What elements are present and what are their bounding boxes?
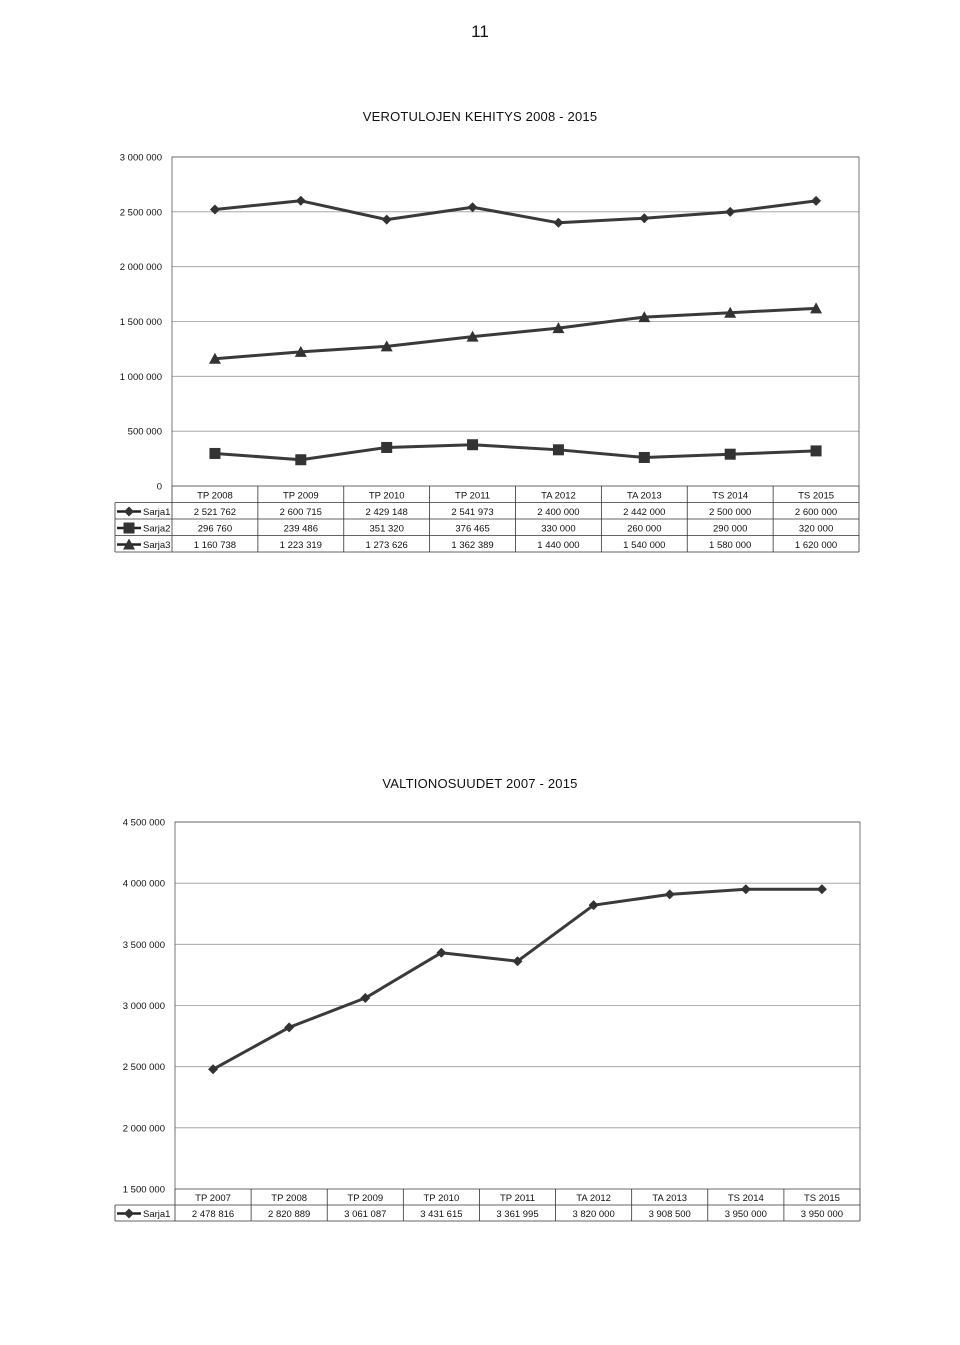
data-label: 320 000: [798, 523, 834, 535]
legend-label-sarja1: Sarja1: [143, 507, 171, 518]
data-label: 1 362 389: [451, 540, 494, 551]
category-label: TS 2014: [727, 1193, 764, 1204]
data-label: 3 061 087: [344, 1209, 387, 1220]
data-label: 3 431 615: [420, 1209, 463, 1220]
data-label: 2 400 000: [537, 507, 580, 518]
category-label: TP 2009: [347, 1193, 384, 1204]
data-label: 2 820 889: [268, 1209, 311, 1220]
y-tick-label: 2 500 000: [122, 1062, 165, 1074]
y-tick-label: 3 000 000: [119, 152, 162, 164]
data-label: 1 440 000: [537, 540, 580, 551]
data-label: 1 160 738: [193, 540, 237, 551]
chart-title-valtionosuudet: VALTIONOSUUDET 2007 - 2015: [382, 776, 578, 791]
y-tick-label: 3 000 000: [122, 1001, 165, 1012]
data-label: 239 486: [283, 523, 318, 535]
y-tick-label: 4 500 000: [122, 817, 165, 829]
data-label: 1 620 000: [794, 540, 838, 551]
data-label: 2 600 715: [279, 507, 322, 518]
data-point-sarja1: [665, 889, 675, 899]
data-label: 260 000: [627, 523, 662, 535]
legend-icon-sarja1-marker: [124, 1209, 134, 1219]
data-label: 3 820 000: [572, 1209, 615, 1220]
y-tick-label: 500 000: [127, 426, 162, 438]
category-label: TS 2014: [712, 490, 749, 502]
category-label: TA 2013: [626, 490, 662, 502]
data-label: 1 273 626: [365, 540, 408, 551]
y-tick-label: 1 500 000: [119, 317, 162, 328]
data-label: 2 478 816: [191, 1209, 235, 1220]
y-tick-label: 1 000 000: [119, 371, 162, 383]
series-line-sarja1: [213, 889, 822, 1069]
y-tick-label: 2 000 000: [119, 262, 162, 274]
data-label: 290 000: [713, 523, 748, 535]
category-label: TP 2007: [195, 1193, 231, 1204]
data-label: 376 465: [455, 523, 490, 535]
legend-label-sarja1: Sarja1: [143, 1209, 171, 1220]
data-label: 3 361 995: [496, 1209, 539, 1220]
data-label: 1 223 319: [279, 540, 322, 551]
data-label: 3 950 000: [800, 1209, 844, 1220]
y-tick-label: 2 500 000: [119, 207, 162, 219]
y-tick-label: 1 500 000: [122, 1184, 165, 1196]
y-tick-label: 3 500 000: [122, 939, 165, 951]
data-point-sarja1: [817, 884, 827, 894]
data-point-sarja1: [741, 884, 751, 894]
category-label: TS 2015: [803, 1193, 840, 1204]
data-label: 1 540 000: [623, 540, 666, 551]
data-label: 1 580 000: [709, 540, 752, 551]
y-tick-label: 4 000 000: [122, 878, 165, 890]
data-label: 351 320: [369, 523, 404, 535]
legend-label-sarja3: Sarja3: [143, 540, 171, 551]
category-label: TP 2011: [499, 1193, 536, 1204]
category-label: TP 2008: [271, 1193, 308, 1204]
category-label: TP 2011: [455, 490, 491, 502]
data-label: 330 000: [541, 523, 576, 535]
category-label: TA 2013: [652, 1193, 688, 1204]
y-tick-label: 2 000 000: [122, 1123, 165, 1135]
category-label: TP 2008: [197, 490, 233, 502]
data-label: 2 442 000: [623, 507, 666, 518]
data-label: 296 760: [197, 523, 233, 535]
chart-title-verotulot: VEROTULOJEN KEHITYS 2008 - 2015: [362, 109, 598, 124]
page-number: 11: [471, 22, 489, 41]
data-label: 2 429 148: [365, 507, 408, 518]
y-tick-label: 0: [156, 481, 162, 493]
category-label: TP 2010: [368, 490, 405, 502]
category-label: TP 2009: [282, 490, 319, 502]
legend-label-sarja2: Sarja2: [143, 523, 171, 535]
category-label: TS 2015: [798, 490, 835, 502]
category-label: TA 2012: [576, 1193, 611, 1204]
data-label: 2 500 000: [709, 507, 752, 518]
data-label: 2 541 973: [451, 507, 494, 518]
category-label: TP 2010: [423, 1193, 460, 1204]
data-label: 3 950 000: [724, 1209, 767, 1220]
data-label: 3 908 500: [648, 1209, 691, 1220]
data-label: 2 600 000: [794, 507, 838, 518]
data-label: 2 521 762: [193, 507, 237, 518]
category-label: TA 2012: [541, 490, 576, 502]
